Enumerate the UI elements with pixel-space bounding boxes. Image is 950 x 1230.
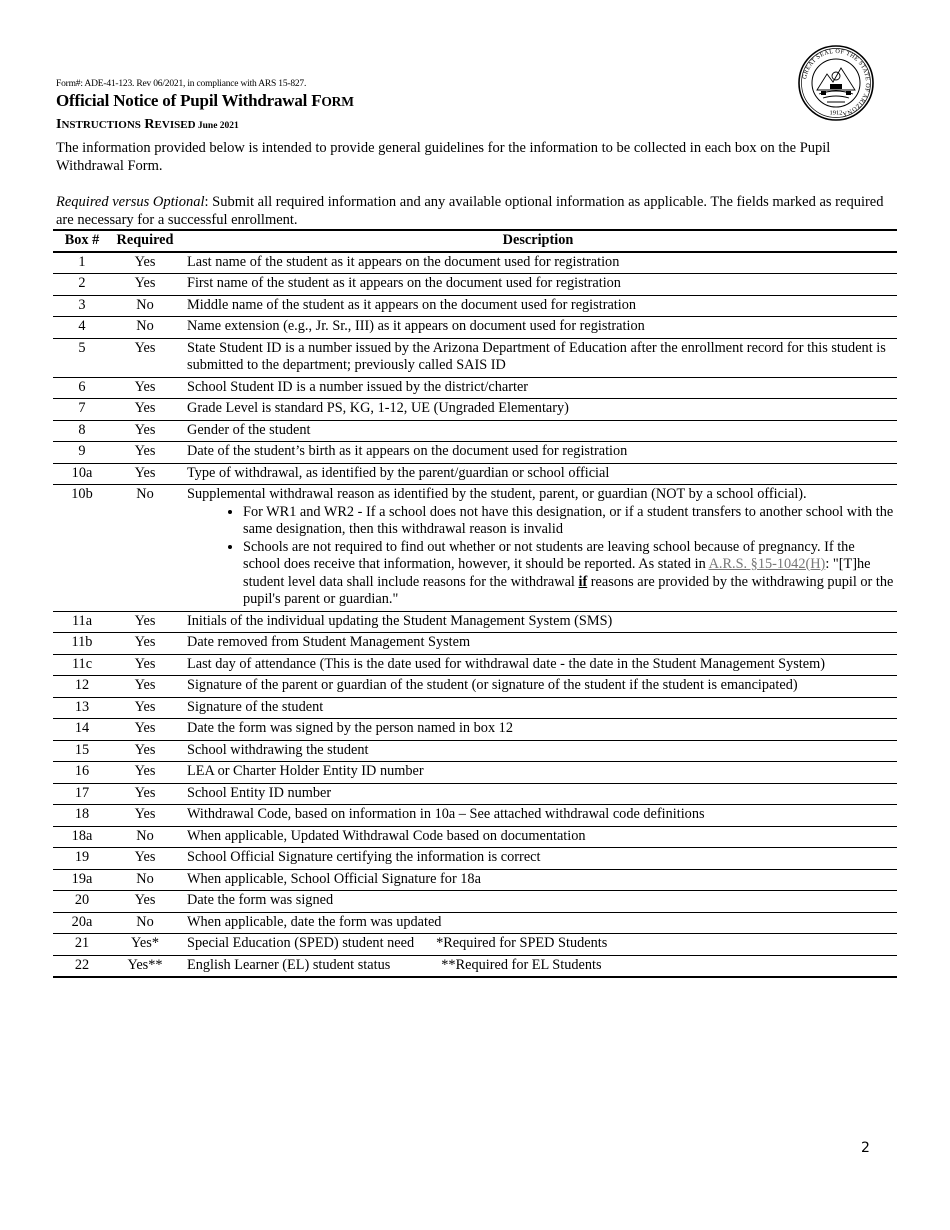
table-row (53, 463, 897, 485)
box-number: 13 (53, 697, 111, 719)
description (179, 955, 897, 977)
bullet-emphasis: if (578, 573, 588, 590)
description: Middle name of the student as it appears on the document used for registration (179, 295, 897, 317)
description: When applicable, School Official Signature for 18a (179, 869, 897, 891)
table-row (53, 338, 897, 377)
page-subtitle (56, 117, 239, 133)
description (179, 934, 897, 956)
table-row-22 (53, 955, 897, 977)
table-row (53, 891, 897, 913)
description: Initials of the individual updating the Student Management System (SMS) (179, 611, 897, 633)
description: Date removed from Student Management System (179, 633, 897, 655)
table-row (53, 912, 897, 934)
required-value: Yes (111, 697, 179, 719)
box-number: 19a (53, 869, 111, 891)
description: When applicable, Updated Withdrawal Code based on documentation (179, 826, 897, 848)
title-main: Official Notice of Pupil Withdrawal F (56, 91, 322, 110)
table-row (53, 762, 897, 784)
table-row (53, 826, 897, 848)
required-value: Yes** (111, 955, 179, 977)
table-row (53, 420, 897, 442)
required-value: No (111, 295, 179, 317)
required-value: Yes (111, 377, 179, 399)
description: Type of withdrawal, as identified by the parent/guardian or school official (179, 463, 897, 485)
required-value: Yes (111, 420, 179, 442)
description: Signature of the parent or guardian of the student (or signature of the student if the student is emancipated) (179, 676, 897, 698)
required-value: Yes (111, 740, 179, 762)
box-number: 16 (53, 762, 111, 784)
required-value: Yes (111, 611, 179, 633)
required-value: No (111, 485, 179, 612)
required-value: Yes (111, 274, 179, 296)
box-number: 6 (53, 377, 111, 399)
header-required: Required (111, 230, 179, 252)
box-number: 7 (53, 399, 111, 421)
required-value: No (111, 912, 179, 934)
table-row-21 (53, 934, 897, 956)
required-value: Yes (111, 442, 179, 464)
sped-note: *Required for SPED Students (436, 935, 608, 951)
ars-statute-link[interactable]: A.R.S. §15-1042(H) (708, 556, 826, 572)
required-value: Yes (111, 338, 179, 377)
table-row (53, 654, 897, 676)
subtitle-revised: EVISED (154, 119, 196, 131)
seal-year: 1912 (829, 109, 843, 117)
box-number: 1 (53, 252, 111, 274)
box-number: 14 (53, 719, 111, 741)
description-main: Supplemental withdrawal reason as identified by the student, parent, or guardian (NOT by a school official). (187, 486, 807, 502)
table-row (53, 697, 897, 719)
header-description: Description (179, 230, 897, 252)
subtitle-instructions: NSTRUCTIONS (61, 119, 141, 131)
table-row (53, 399, 897, 421)
required-value: Yes (111, 463, 179, 485)
required-value: Yes* (111, 934, 179, 956)
description: Gender of the student (179, 420, 897, 442)
description: Date the form was signed (179, 891, 897, 913)
box-number: 3 (53, 295, 111, 317)
form-number: Form#: ADE-41-123. Rev 06/2021, in compliance with ARS 15-827. (56, 79, 307, 89)
description: Date of the student’s birth as it appears on the document used for registration (179, 442, 897, 464)
description: LEA or Charter Holder Entity ID number (179, 762, 897, 784)
description: School Student ID is a number issued by the district/charter (179, 377, 897, 399)
required-note-text: : Submit all required information and any available optional information as applicable. The fields marked as required are necessary for a successful enrollment. (56, 194, 884, 228)
required-value: Yes (111, 762, 179, 784)
box-number: 4 (53, 317, 111, 339)
box-number: 15 (53, 740, 111, 762)
arizona-state-seal-icon (797, 44, 875, 122)
el-note: **Required for EL Students (441, 956, 602, 973)
description: First name of the student as it appears on the document used for registration (179, 274, 897, 296)
required-value: No (111, 869, 179, 891)
box-number: 18a (53, 826, 111, 848)
box-number: 20a (53, 912, 111, 934)
box-number: 11c (53, 654, 111, 676)
instructions-table (53, 229, 897, 978)
page-title (56, 91, 354, 111)
title-smallcaps: ORM (321, 94, 354, 109)
required-value: Yes (111, 676, 179, 698)
seal-text: GREAT SEAL OF THE STATE OF ARIZONA (801, 47, 872, 118)
required-value: No (111, 317, 179, 339)
required-value: Yes (111, 848, 179, 870)
subtitle-initial-r: R (140, 117, 155, 132)
bullet-text-pre: Schools are not required to find out whether or not students are leaving school because of pregnancy. If the school does receive that information, however, it should be reported. As stated in (243, 538, 855, 572)
table-row (53, 611, 897, 633)
box-number: 5 (53, 338, 111, 377)
box-number: 11a (53, 611, 111, 633)
bullet-text-mid: : "[T]he student level data shall include reasons for the withdrawal (243, 556, 871, 590)
description: State Student ID is a number issued by the Arizona Department of Education after the enrollment record for this student is submitted to the department; previously called SAIS ID (179, 338, 897, 377)
description: Grade Level is standard PS, KG, 1-12, UE (Ungraded Elementary) (179, 399, 897, 421)
required-value: Yes (111, 719, 179, 741)
table-row (53, 295, 897, 317)
table-row (53, 442, 897, 464)
header-box: Box # (53, 230, 111, 252)
box-number: 21 (53, 934, 111, 956)
required-note (56, 194, 896, 229)
subtitle-initial-i: I (56, 117, 62, 132)
description: School withdrawing the student (179, 740, 897, 762)
table-row (53, 740, 897, 762)
box-number: 17 (53, 783, 111, 805)
description-text: English Learner (EL) student status (187, 956, 391, 973)
table-row (53, 377, 897, 399)
table-row (53, 783, 897, 805)
box-number: 19 (53, 848, 111, 870)
box-number: 12 (53, 676, 111, 698)
subtitle-date: June 2021 (195, 121, 239, 131)
description (179, 485, 897, 612)
required-value: Yes (111, 252, 179, 274)
required-value: Yes (111, 805, 179, 827)
bullet-wr1-wr2: • For WR1 and WR2 - If a school does not have this designation, or if a student transfers to another school with the same designation, then this withdrawal reason is invalid (243, 504, 894, 539)
description: Date the form was signed by the person named in box 12 (179, 719, 897, 741)
description: Last name of the student as it appears on the document used for registration (179, 252, 897, 274)
description: Withdrawal Code, based on information in 10a – See attached withdrawal code definitions (179, 805, 897, 827)
box-number: 20 (53, 891, 111, 913)
box-number: 9 (53, 442, 111, 464)
intro-paragraph: The information provided below is intended to provide general guidelines for the information to be collected in each box on the Pupil Withdrawal Form. (56, 140, 831, 174)
box-number: 18 (53, 805, 111, 827)
description-text: Special Education (SPED) student need (187, 935, 415, 951)
table-header-row (53, 230, 897, 252)
description: When applicable, date the form was updated (179, 912, 897, 934)
required-value: Yes (111, 891, 179, 913)
page-number: 2 (861, 1140, 870, 1156)
box-number: 10b (53, 485, 111, 612)
description: Last day of attendance (This is the date used for withdrawal date - the date in the Student Management System) (179, 654, 897, 676)
required-value: Yes (111, 633, 179, 655)
required-value: Yes (111, 399, 179, 421)
box-number: 10a (53, 463, 111, 485)
table-row (53, 317, 897, 339)
table-row (53, 633, 897, 655)
box-number: 8 (53, 420, 111, 442)
table-row (53, 274, 897, 296)
box-number: 2 (53, 274, 111, 296)
description: Name extension (e.g., Jr. Sr., III) as it appears on document used for registration (179, 317, 897, 339)
required-note-label: Required versus Optional (56, 194, 205, 210)
description: School Official Signature certifying the information is correct (179, 848, 897, 870)
table-row (53, 719, 897, 741)
description-bullets (187, 504, 894, 609)
bullet-text-post: reasons are provided by the withdrawing pupil or the pupil's parent or guardian." (243, 573, 894, 607)
description: School Entity ID number (179, 783, 897, 805)
box-number: 11b (53, 633, 111, 655)
table-row (53, 676, 897, 698)
required-value: No (111, 826, 179, 848)
required-value: Yes (111, 783, 179, 805)
description: Signature of the student (179, 697, 897, 719)
table-row (53, 252, 897, 274)
table-row (53, 805, 897, 827)
table-row (53, 848, 897, 870)
bullet-pregnancy (243, 539, 894, 609)
required-value: Yes (111, 654, 179, 676)
box-number: 22 (53, 955, 111, 977)
table-row (53, 869, 897, 891)
table-row-10b (53, 485, 897, 612)
